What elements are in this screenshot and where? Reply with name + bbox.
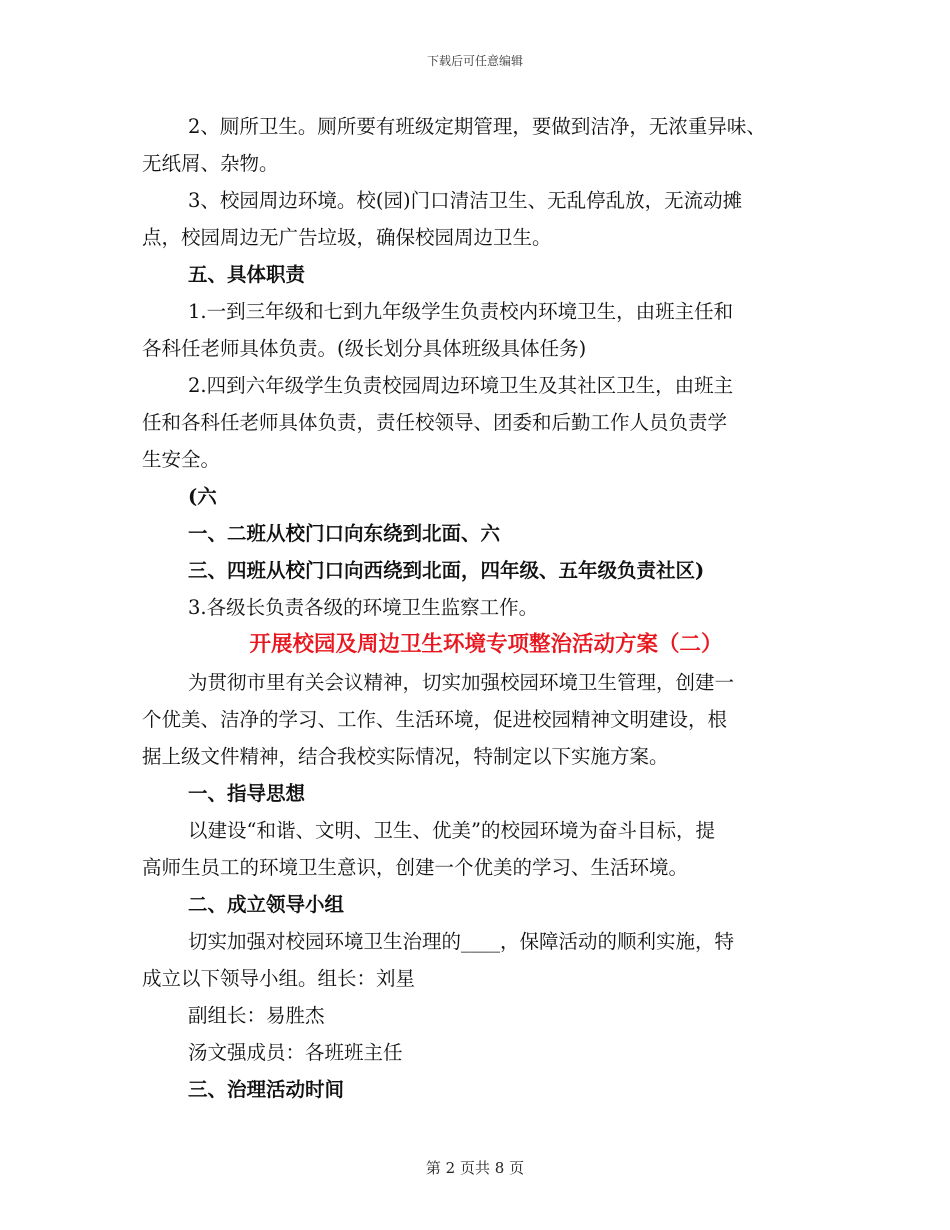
paragraph-line: 以建设“和谐、文明、卫生、优美”的校园环境为奋斗目标，提 — [188, 819, 715, 842]
paragraph-line: 切实加强对校园环境卫生治理的____，保障活动的顺利实施，特 — [188, 930, 735, 953]
page-footer: 第 2 页共 8 页 — [425, 1159, 525, 1177]
paragraph-line: 成立以下领导小组。组长：刘星 — [142, 967, 416, 990]
section-heading: 五、具体职责 — [188, 263, 306, 286]
document-body — [142, 108, 812, 1108]
paragraph-line: 2.四到六年级学生负责校园周边环境卫生及其社区卫生，由班主 — [188, 374, 734, 397]
section-heading: 一、指导思想 — [188, 782, 306, 805]
section-heading: 二、成立领导小组 — [188, 893, 345, 916]
paragraph-line: 汤文强成员：各班班主任 — [188, 1041, 403, 1064]
paragraph-line: 1.一到三年级和七到九年级学生负责校内环境卫生，由班主任和 — [188, 300, 734, 323]
paragraph-line: 无纸屑、杂物。 — [142, 152, 279, 175]
paragraph-line: 3、校园周边环境。校(园)门口清洁卫生、无乱停乱放，无流动摊 — [188, 189, 743, 212]
paragraph-line: 3.各级长负责各级的环境卫生监察工作。 — [188, 596, 539, 619]
paragraph-line: 为贯彻市里有关会议精神，切实加强校园环境卫生管理，创建一 — [188, 671, 735, 694]
paragraph-line: 副组长：易胜杰 — [188, 1004, 325, 1027]
paragraph-line: 点，校园周边无广告垃圾，确保校园周边卫生。 — [142, 226, 552, 249]
paragraph-line: 各科任老师具体负责。(级长划分具体班级具体任务) — [142, 337, 587, 360]
paragraph-line: 生安全。 — [142, 448, 221, 471]
paragraph-line: 个优美、洁净的学习、工作、生活环境，促进校园精神文明建设，根 — [142, 708, 728, 731]
paragraph-line: 任和各科任老师具体负责，责任校领导、团委和后勤工作人员负责学 — [142, 411, 728, 434]
section-heading: 三、治理活动时间 — [188, 1078, 345, 1101]
paragraph-line: 2、厕所卫生。厕所要有班级定期管理，要做到洁净，无浓重异味、 — [188, 115, 766, 138]
section-title: 开展校园及周边卫生环境专项整治活动方案（二） — [249, 632, 723, 657]
page-header: 下载后可任意编辑 — [426, 54, 523, 68]
section-heading: 一、二班从校门口向东绕到北面、六 — [188, 522, 501, 545]
paragraph-line: 高师生员工的环境卫生意识，创建一个优美的学习、生活环境。 — [142, 856, 689, 879]
section-heading: (六 — [188, 485, 217, 508]
section-heading: 三、四班从校门口向西绕到北面，四年级、五年级负责社区) — [188, 559, 705, 582]
paragraph-line: 据上级文件精神，结合我校实际情况，特制定以下实施方案。 — [142, 745, 669, 768]
